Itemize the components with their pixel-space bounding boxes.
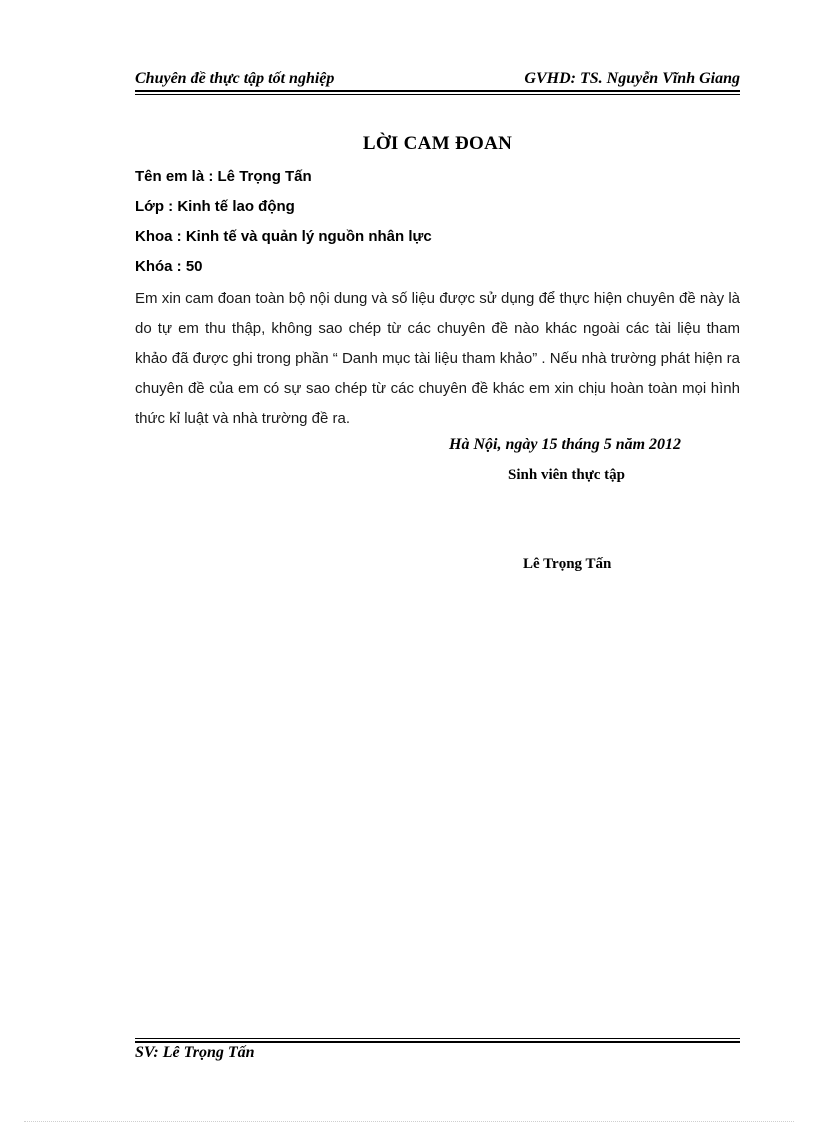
signature-name: Lê Trọng Tấn [523,556,612,572]
page-edge [24,1121,794,1122]
header-rule-thick [135,90,740,92]
page-header [135,68,740,90]
course-line: Khóa : 50 [135,258,203,275]
page-title: LỜI CAM ĐOAN [362,133,513,154]
footer-rule-thin [135,1038,740,1039]
signature-role: Sinh viên thực tập [508,467,625,483]
student-name-line: Tên em là : Lê Trọng Tấn [135,168,312,185]
header-rule-thin [135,94,740,95]
header-topic: Chuyên đề thực tập tốt nghiệp [135,70,335,87]
class-line: Lớp : Kinh tế lao động [135,198,295,215]
page-footer: SV: Lê Trọng Tấn [135,1044,255,1061]
footer-rule-thick [135,1041,740,1043]
signature-date: Hà Nội, ngày 15 tháng 5 năm 2012 [449,436,682,453]
declaration-paragraph: Em xin cam đoan toàn bộ nội dung và số liệu được sử dụng để thực hiện chuyên đề này là do tự em thu thập, không sao chép từ các chuyên đề nào khác ngoài các tài liệu tham khảo đã được ghi trong phần “ Danh mục tài liệu tham khảo” . Nếu nhà trường phát hiện ra chuyên đề của em có sự sao chép từ các chuyên đề khác em xin chịu hoàn toàn mọi hình thức kỉ luật và nhà trường đề ra. [135,290,740,427]
header-supervisor: GVHD: TS. Nguyễn Vĩnh Giang [524,70,740,87]
faculty-line: Khoa : Kinh tế và quản lý nguồn nhân lực [135,228,432,245]
